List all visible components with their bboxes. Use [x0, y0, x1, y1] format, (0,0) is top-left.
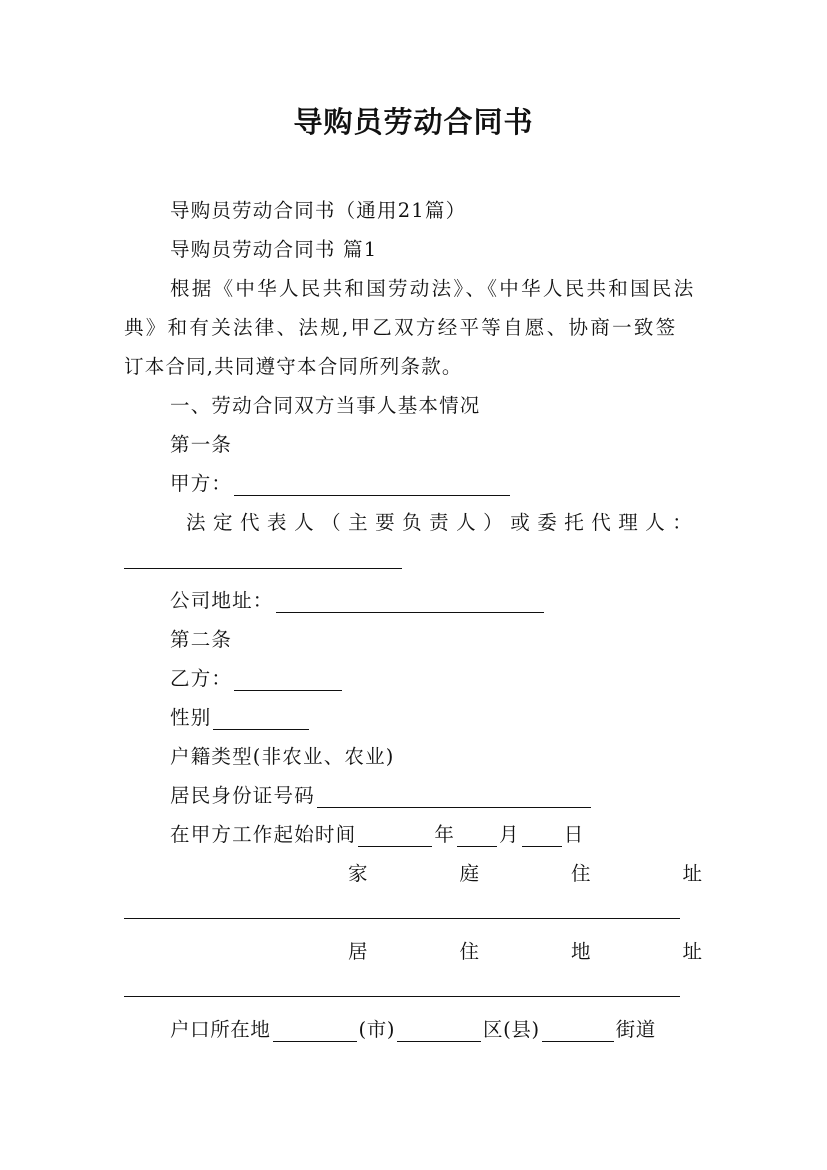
article-two: 第二条 — [170, 628, 233, 651]
id-number-row — [170, 777, 593, 815]
hukou-location-label: 户口所在地 — [170, 1018, 271, 1041]
hukou-district-blank[interactable] — [397, 1015, 481, 1042]
id-number-blank[interactable] — [317, 781, 591, 808]
hukou-street-blank[interactable] — [542, 1015, 614, 1042]
work-start-label: 在甲方工作起始时间 — [170, 823, 357, 846]
gender-blank[interactable] — [213, 703, 309, 730]
party-a-row — [170, 465, 512, 503]
gender-label: 性别 — [170, 706, 212, 729]
year-label: 年 — [434, 823, 456, 846]
party-a-blank[interactable] — [234, 469, 510, 496]
street-label: 街道 — [615, 1018, 656, 1041]
part-one-heading: 一、劳动合同双方当事人基本情况 — [170, 394, 481, 417]
home-address-label: 家 庭 住 址 — [348, 862, 702, 885]
hukou-location-row — [170, 1011, 656, 1049]
home-address-blank[interactable] — [124, 918, 680, 919]
work-start-day-blank[interactable] — [522, 820, 562, 847]
hukou-type-label: 户籍类型(非农业、农业) — [170, 745, 395, 768]
city-label: (市) — [358, 1018, 396, 1041]
hukou-city-blank[interactable] — [273, 1015, 357, 1042]
party-a-label: 甲方： — [170, 472, 233, 495]
party-b-row — [170, 660, 344, 698]
work-start-row — [170, 816, 584, 854]
work-start-month-blank[interactable] — [457, 820, 497, 847]
section-heading: 导购员劳动合同书 篇1 — [170, 238, 378, 261]
intro-paragraph-line-3: 订本合同,共同遵守本合同所列条款。 — [124, 355, 463, 378]
intro-paragraph-line-2: 典》和有关法律、法规,甲乙双方经平等自愿、协商一致签 — [124, 316, 678, 339]
residence-address-blank[interactable] — [124, 996, 680, 997]
month-label: 月 — [499, 823, 520, 846]
subtitle: 导购员劳动合同书（通用21篇） — [170, 199, 467, 222]
day-label: 日 — [563, 823, 585, 846]
party-b-label: 乙方： — [170, 667, 233, 690]
legal-representative-label: 法 定 代 表 人 （ 主 要 负 责 人 ） 或 委 托 代 理 人 ： — [186, 511, 692, 534]
work-start-year-blank[interactable] — [358, 820, 432, 847]
company-address-blank[interactable] — [276, 586, 544, 613]
gender-row — [170, 699, 311, 737]
intro-paragraph-line-1: 根据《中华人民共和国劳动法》、《中华人民共和国民法 — [170, 277, 696, 300]
id-number-label: 居民身份证号码 — [170, 784, 315, 807]
party-b-blank[interactable] — [234, 664, 342, 691]
district-label: 区(县) — [483, 1018, 540, 1041]
company-address-row — [170, 582, 546, 620]
residence-address-label: 居 住 地 址 — [348, 940, 702, 963]
company-address-label: 公司地址： — [170, 589, 274, 612]
article-one: 第一条 — [170, 433, 233, 456]
document-title: 导购员劳动合同书 — [293, 105, 534, 139]
legal-representative-blank[interactable] — [124, 568, 402, 569]
